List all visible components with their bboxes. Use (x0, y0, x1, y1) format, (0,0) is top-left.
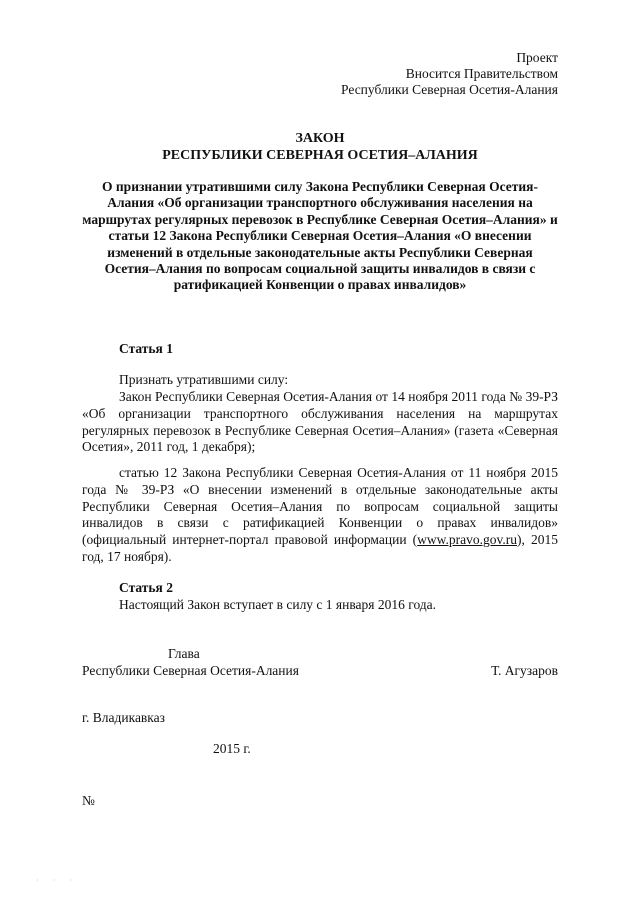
article-2-text: Настоящий Закон вступает в силу с 1 января 2016 года. (119, 597, 437, 612)
pravo-link[interactable]: www.pravo.gov.ru (417, 532, 518, 548)
law-title-line-1: ЗАКОН (295, 131, 345, 146)
article-1-paragraph-2-text: статью 12 Закона Республики Северная Осетия-Алания от 11 ноября 2015 года № 39-РЗ «О внесении изменений в отдельные законодательные акты Республики Северная Осетия–Алания по вопросам социальной защиты инвалидов в связи с ратификацией Конвенции о правах инвалидов» (официальный интернет-портал правовой информации ( (82, 465, 558, 548)
law-title (82, 130, 558, 164)
signature-block (82, 645, 558, 679)
signature-name: Т. Агузаров (491, 663, 558, 678)
article-1-paragraph-1: Закон Республики Северная Осетия-Алания от 14 ноября 2011 года № 39-РЗ «Об организации транспортного обслуживания населения на маршрутах регулярных перевозок в Республике Северная Осетия–Алания» (газета «Северная Осетия», 2011 год, 1 декабря); (82, 389, 558, 455)
header-republic: Республики Северная Осетия-Алания (341, 82, 558, 97)
signature-org: Республики Северная Осетия-Алания (82, 663, 299, 678)
scan-specks: · · · (36, 876, 78, 885)
city: г. Владикавказ (82, 710, 165, 725)
year: 2015 г. (213, 741, 251, 756)
header-project-label: Проект (516, 50, 558, 65)
header-submitted-by: Вносится Правительством (405, 66, 558, 81)
article-1-heading: Статья 1 (119, 341, 173, 356)
article-1-intro: Признать утратившими силу: (119, 372, 289, 387)
law-title-line-2: РЕСПУБЛИКИ СЕВЕРНАЯ ОСЕТИЯ–АЛАНИЯ (162, 148, 478, 163)
article-2-heading: Статья 2 (119, 580, 173, 595)
document-number: № (82, 793, 95, 808)
signature-role: Глава (168, 646, 200, 661)
article-1-paragraph-2-end: ), 2015 год, 17 ноября). (82, 532, 558, 564)
law-subtitle: О признании утратившими силу Закона Республики Северная Осетия-Алания «Об организации транспортного обслуживания населения на маршрутах регулярных перевозок в Республике Северная Осетия–Алания» и статьи 12 Закона Республики Северная Осетия–Алания «О внесении изменений в отдельные законодательные акты Республики Северная Осетия–Алания по вопросам социальной защиты инвалидов в связи с ратификацией Конвенции о правах инвалидов» (82, 179, 558, 293)
article-1-paragraph-2 (82, 465, 558, 566)
document-header (341, 50, 558, 98)
